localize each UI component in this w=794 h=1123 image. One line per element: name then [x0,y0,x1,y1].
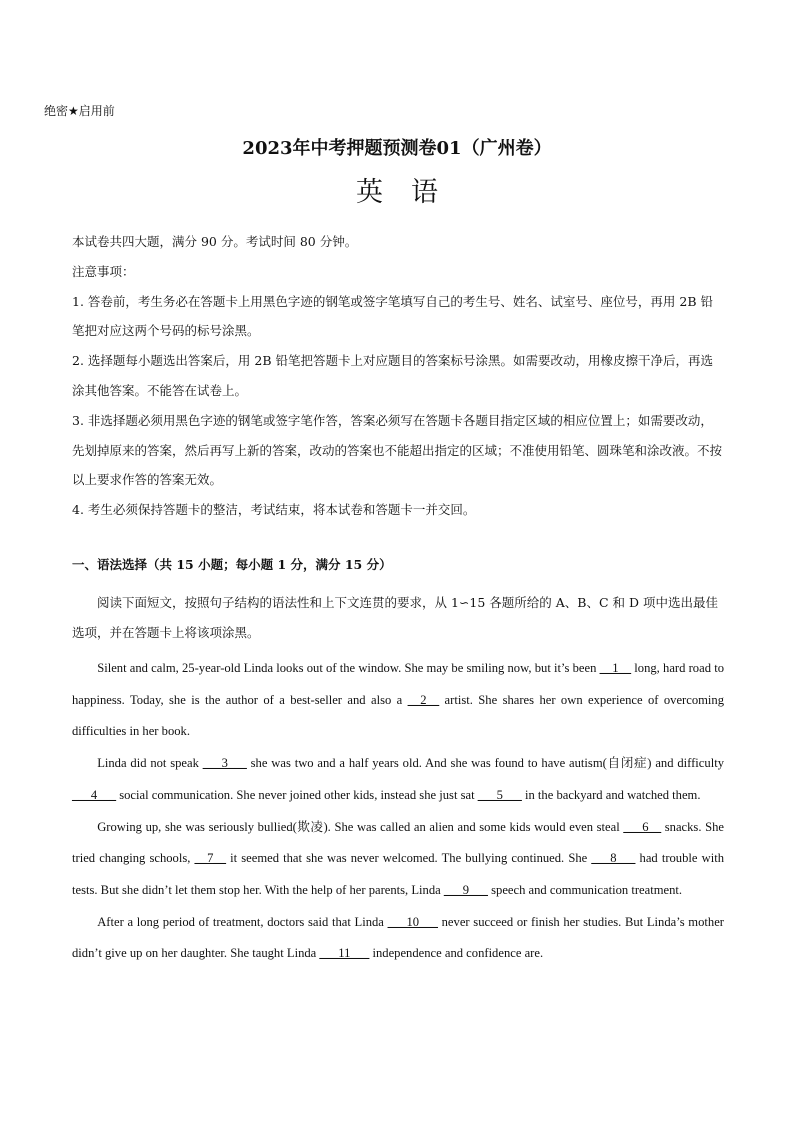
passage [72,653,724,970]
blank-11: ___11___ [319,946,370,961]
subject-title: 英语 [356,177,466,208]
passage-text: speech and communication treatment. [487,882,683,897]
note-1: 1. 答卷前，考生务必在答题卡上用黑色字迹的钢笔或签字笔填写自己的考生号、姓名、试室号、座位号，再用 2B 铅笔把对应这两个号码的标号涂黑。 [72,293,713,339]
blank-2: __2__ [407,692,440,707]
blank-10: ___10___ [387,914,438,929]
passage-text: it seemed that she was never welcomed. The bullying continued. She [226,851,592,866]
note-4: 4. 考生必须保持答题卡的整洁，考试结束，将本试卷和答题卡一并交回。 [72,502,476,518]
note-2: 2. 选择题每小题选出答案后，用 2B 铅笔把答题卡上对应题目的答案标号涂黑。如需要改动，用橡皮擦干净后，再选涂其他答案。不能答在试卷上。 [72,353,713,398]
blank-7: __7__ [194,851,227,866]
passage-text: social communication. She never joined other kids, instead she just sat [116,787,478,802]
blank-8: ___8___ [591,851,636,866]
blank-6: ___6__ [623,819,662,834]
blank-9: ___9___ [443,882,488,897]
blank-5: ___5___ [477,787,522,802]
passage-text: After a long period of treatment, doctors said that Linda [97,914,388,929]
instructions-block [72,227,724,525]
note-3: 3. 非选择题必须用黑色字迹的钢笔或签字笔作答，答案必须写在答题卡各题目指定区域的相应位置上；如需要改动，先划掉原来的答案，然后再写上新的答案，改动的答案也不能超出指定的区域；不准使用铅笔、圆珠笔和涂改液。不按以上要求作答的答案无效。 [72,412,723,488]
exam-title: 2023年中考押题预测卷01（广州卷） [242,138,552,159]
passage-paragraph-3 [72,812,724,907]
passage-text: never succeed or finish her studies. But Linda’s mother didn’t give up on her daughter. She taught Linda [72,914,724,961]
blank-1: __1__ [599,661,632,675]
passage-text: Linda did not speak [97,756,203,771]
passage-paragraph-4 [72,907,724,970]
passage-text: artist. She shares her own experience of overcoming difficulties in her book. [72,692,724,739]
confidential-label: 绝密★启用前 [44,104,115,118]
blank-3: ___3___ [202,756,247,771]
passage-text: Growing up, she was seriously bullied(欺凌). She was called an alien and some kids would even steal [97,819,624,834]
passage-text: she was two and a half years old. And she was found to have autism(自闭症) and difficulty [246,756,724,771]
passage-text: independence and confidence are. [369,946,544,961]
exam-summary: 本试卷共四大题，满分 90 分。考试时间 80 分钟。 [72,234,358,249]
passage-text: Silent and calm, 25-year-old Linda looks out of the window. She may be smiling now, but it’s been [97,661,600,675]
section-instruction: 阅读下面短文，按照句子结构的语法性和上下文连贯的要求，从 1∽15 各题所给的 A、B、C 和 D 项中选出最佳选项，并在答题卡上将该项涂黑。 [72,595,718,640]
blank-4: ___4___ [72,787,117,802]
passage-text: had trouble with tests. But she didn’t let them stop her. With the help of her parents, Linda [72,851,724,897]
passage-text: snacks. She tried changing schools, [72,819,724,866]
section-heading: 一、语法选择（共 15 小题；每小题 1 分，满分 15 分） [72,557,392,572]
passage-text: long, hard road to happiness. Today, she is the author of a best-seller and also a [72,661,724,707]
passage-paragraph-2 [72,748,724,811]
passage-paragraph-1 [72,653,724,748]
notes-label: 注意事项： [72,263,135,279]
section-instruction-block [72,588,724,648]
passage-text: in the backyard and watched them. [521,787,701,802]
